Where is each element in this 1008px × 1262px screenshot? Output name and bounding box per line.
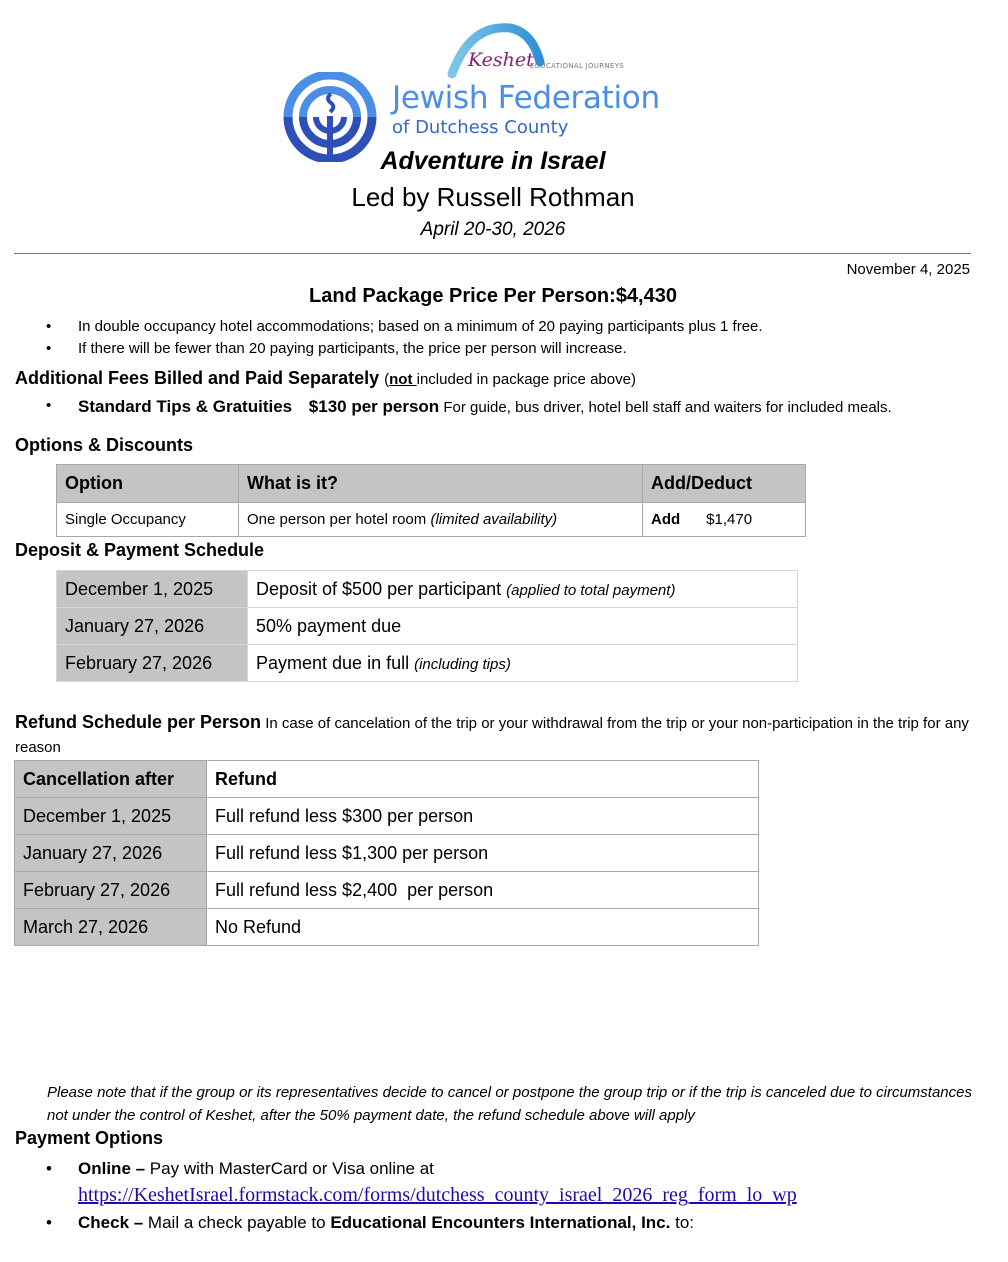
tips-price: $130 per person xyxy=(308,397,440,416)
deposit-text xyxy=(248,608,798,645)
payment-list xyxy=(46,1155,797,1236)
payment-heading: Payment Options xyxy=(15,1128,164,1148)
keshet-tagline: EDUCATIONAL JOURNEYS xyxy=(530,62,625,70)
table-row xyxy=(15,798,759,835)
refund-heading: Refund Schedule per Person xyxy=(15,712,262,732)
table-row xyxy=(15,872,759,909)
refund-intro xyxy=(15,710,985,760)
trip-leader: Led by Russell Rothman xyxy=(351,182,635,212)
refund-table xyxy=(14,760,759,946)
fees-heading-text: Additional Fees Billed and Paid Separately xyxy=(15,368,380,388)
deposit-note: (including tips) xyxy=(414,655,511,673)
option-action: Add xyxy=(651,511,681,528)
deposit-table xyxy=(56,570,798,682)
price-value: $4,430 xyxy=(615,285,677,307)
options-heading: Options & Discounts xyxy=(15,435,194,455)
table-row xyxy=(57,571,798,608)
price-heading xyxy=(0,285,986,308)
check-suffix: to: xyxy=(670,1213,694,1232)
fees-note xyxy=(384,371,636,388)
federation-subtitle: of Dutchess County xyxy=(392,117,569,138)
check-payee: Educational Encounters International, Inc. xyxy=(330,1213,671,1232)
deposit-text xyxy=(248,645,798,682)
table-row xyxy=(57,645,798,682)
option-name: Single Occupancy xyxy=(57,503,239,537)
refund-date: January 27, 2026 xyxy=(15,835,207,872)
check-text: Mail a check payable to xyxy=(143,1213,331,1232)
fees-note-rest: included in package price above) xyxy=(416,371,636,388)
fees-list xyxy=(46,397,892,417)
federation-name: Jewish Federation xyxy=(392,80,660,116)
refund-amount: No Refund xyxy=(207,909,759,946)
table-header-row xyxy=(57,465,806,503)
payment-check xyxy=(46,1209,797,1236)
tips-description: For guide, bus driver, hotel bell staff and waiters for included meals. xyxy=(443,399,892,416)
deposit-date: January 27, 2026 xyxy=(57,608,248,645)
table-row xyxy=(15,909,759,946)
divider xyxy=(14,253,971,254)
table-header-row xyxy=(15,761,759,798)
column-header: Add/Deduct xyxy=(643,465,806,503)
column-header: Option xyxy=(57,465,239,503)
refund-date: December 1, 2025 xyxy=(15,798,207,835)
options-table xyxy=(56,464,806,537)
option-amount xyxy=(643,503,806,537)
fees-note-not: not xyxy=(389,371,417,388)
refund-date: March 27, 2026 xyxy=(15,909,207,946)
refund-intro-text: In case of cancelation of the trip or your withdrawal from the trip or your non-participation in the trip for any reason xyxy=(15,715,969,756)
payment-online xyxy=(46,1155,797,1209)
deposit-desc: Payment due in full xyxy=(256,652,410,673)
list-item: • If there will be fewer than 20 paying participants, the price per person will increase. xyxy=(46,338,763,360)
document-date: November 4, 2025 xyxy=(846,261,970,278)
refund-date: February 27, 2026 xyxy=(15,872,207,909)
registration-link[interactable]: https://KeshetIsrael.formstack.com/forms/dutchess_county_israel_2026_reg_form_lo_wp xyxy=(78,1184,797,1206)
refund-amount: Full refund less $2,400 per person xyxy=(207,872,759,909)
refund-amount: Full refund less $300 per person xyxy=(207,798,759,835)
table-row xyxy=(15,835,759,872)
online-text: Pay with MasterCard or Visa online at xyxy=(145,1159,434,1178)
deposit-date: February 27, 2026 xyxy=(57,645,248,682)
deposit-heading: Deposit & Payment Schedule xyxy=(15,540,265,560)
keshet-wordmark: Keshet xyxy=(468,49,534,71)
list-item xyxy=(46,397,892,417)
trip-title: Adventure in Israel xyxy=(380,147,606,175)
option-price: $1,470 xyxy=(706,511,753,528)
column-header: Refund xyxy=(207,761,759,798)
tips-label: Standard Tips & Gratuities xyxy=(78,397,293,416)
table-row xyxy=(57,503,806,537)
check-label: Check – xyxy=(78,1213,144,1232)
trip-dates: April 20-30, 2026 xyxy=(420,219,566,240)
refund-amount: Full refund less $1,300 per person xyxy=(207,835,759,872)
option-desc xyxy=(239,503,643,537)
deposit-desc: Deposit of $500 per participant xyxy=(256,578,502,599)
fees-note-open: ( xyxy=(384,371,390,388)
deposit-text xyxy=(248,571,798,608)
table-row xyxy=(57,608,798,645)
option-desc-note: (limited availability) xyxy=(430,511,558,528)
column-header: Cancellation after xyxy=(15,761,207,798)
online-label: Online – xyxy=(78,1159,146,1178)
option-desc-text: One person per hotel room xyxy=(247,511,427,528)
price-bullets xyxy=(46,316,763,360)
fees-heading xyxy=(15,368,636,389)
list-item: • In double occupancy hotel accommodations; based on a minimum of 20 paying participants plus 1 free. xyxy=(46,316,763,338)
deposit-date: December 1, 2025 xyxy=(57,571,248,608)
deposit-note: (applied to total payment) xyxy=(506,581,676,599)
cancellation-note: Please note that if the group or its representatives decide to cancel or postpone the group trip or if the trip is canceled due to circumstances not under the control of Keshet, after the 50% payment date, the refund schedule above will apply xyxy=(47,1084,972,1124)
column-header: What is it? xyxy=(239,465,643,503)
deposit-desc: 50% payment due xyxy=(256,615,402,636)
price-label: Land Package Price Per Person: xyxy=(309,285,616,307)
